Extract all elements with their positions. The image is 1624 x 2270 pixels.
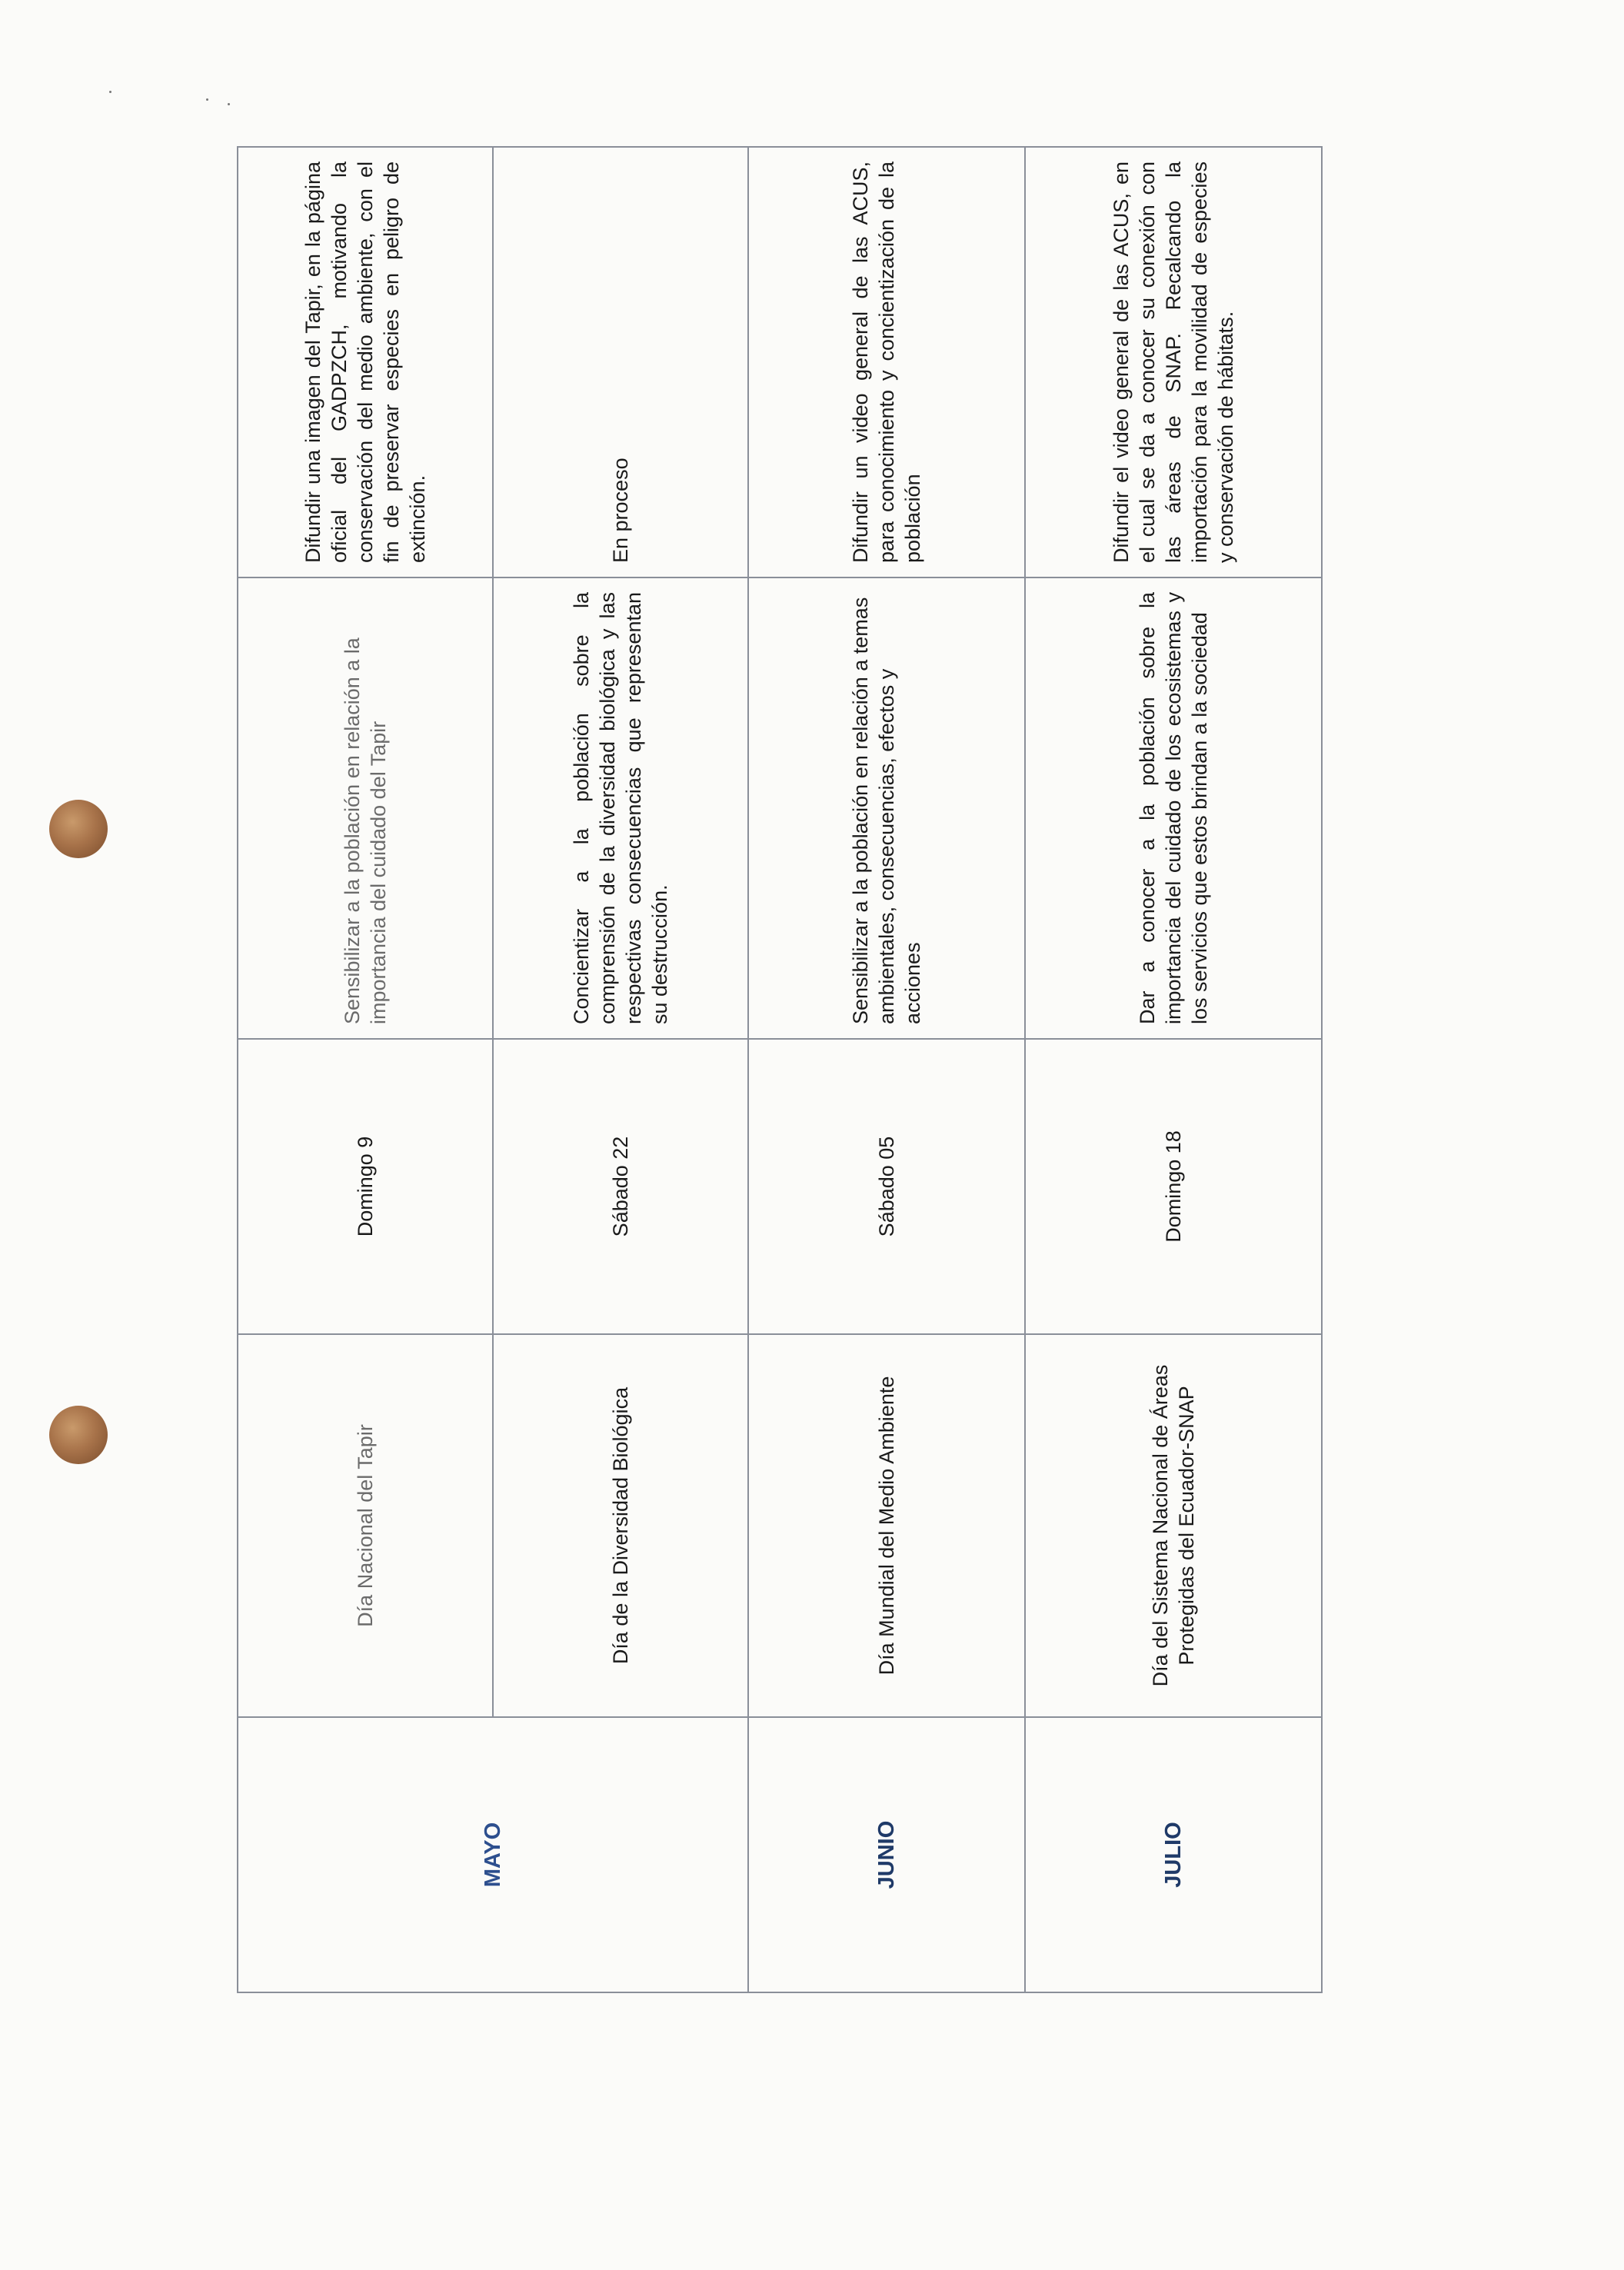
table-row-junio bbox=[748, 147, 1025, 1992]
event-cell: Día Nacional del Tapir bbox=[238, 1334, 493, 1717]
objective-cell: Sensibilizar a la población en relación a temas ambientales, consecuencias, efectos y acciones bbox=[748, 577, 1025, 1039]
objective-cell: Dar a conocer a la población sobre la importancia del cuidado de los ecosistemas y los servicios que estos brindan a la sociedad bbox=[1025, 577, 1322, 1039]
activity-cell: En proceso bbox=[493, 147, 748, 577]
scan-speck bbox=[206, 98, 208, 101]
event-cell: Día Mundial del Medio Ambiente bbox=[748, 1334, 1025, 1717]
table-row-mayo-tapir bbox=[238, 147, 493, 1992]
event-cell: Día del Sistema Nacional de Áreas Protegidas del Ecuador-SNAP bbox=[1025, 1334, 1322, 1717]
event-cell: Día de la Diversidad Biológica bbox=[493, 1334, 748, 1717]
scan-speck bbox=[228, 103, 230, 105]
objective-cell: Concientizar a la población sobre la comprensión de la diversidad biológica y las respectivas consecuencias que representan su destrucción. bbox=[493, 577, 748, 1039]
rotated-schedule-table bbox=[237, 148, 1321, 1993]
environmental-calendar-table bbox=[237, 146, 1323, 1993]
month-cell: MAYO bbox=[238, 1717, 748, 1992]
punch-hole-top bbox=[49, 800, 108, 858]
date-cell: Domingo 18 bbox=[1025, 1039, 1322, 1334]
objective-cell: Sensibilizar a la población en relación a la importancia del cuidado del Tapir bbox=[238, 577, 493, 1039]
activity-cell: Difundir el video general de las ACUS, en el cual se da a conocer su conexión con las áreas de SNAP. Recalcando la importación para la movilidad de especies y conservación de hábitats. bbox=[1025, 147, 1322, 577]
punch-hole-bottom bbox=[49, 1406, 108, 1464]
date-cell: Domingo 9 bbox=[238, 1039, 493, 1334]
month-cell: JUNIO bbox=[748, 1717, 1025, 1992]
table-row-mayo-diversidad bbox=[493, 147, 748, 1992]
activity-cell: Difundir una imagen del Tapir, en la página oficial del GADPZCH, motivando la conservación del medio ambiente, con el fin de preservar especies en peligro de extinción. bbox=[238, 147, 493, 577]
activity-cell: Difundir un video general de las ACUS, para conocimiento y concientización de la población bbox=[748, 147, 1025, 577]
table-row-julio bbox=[1025, 147, 1322, 1992]
scan-speck bbox=[109, 91, 111, 93]
date-cell: Sábado 22 bbox=[493, 1039, 748, 1334]
date-cell: Sábado 05 bbox=[748, 1039, 1025, 1334]
month-cell: JULIO bbox=[1025, 1717, 1322, 1992]
